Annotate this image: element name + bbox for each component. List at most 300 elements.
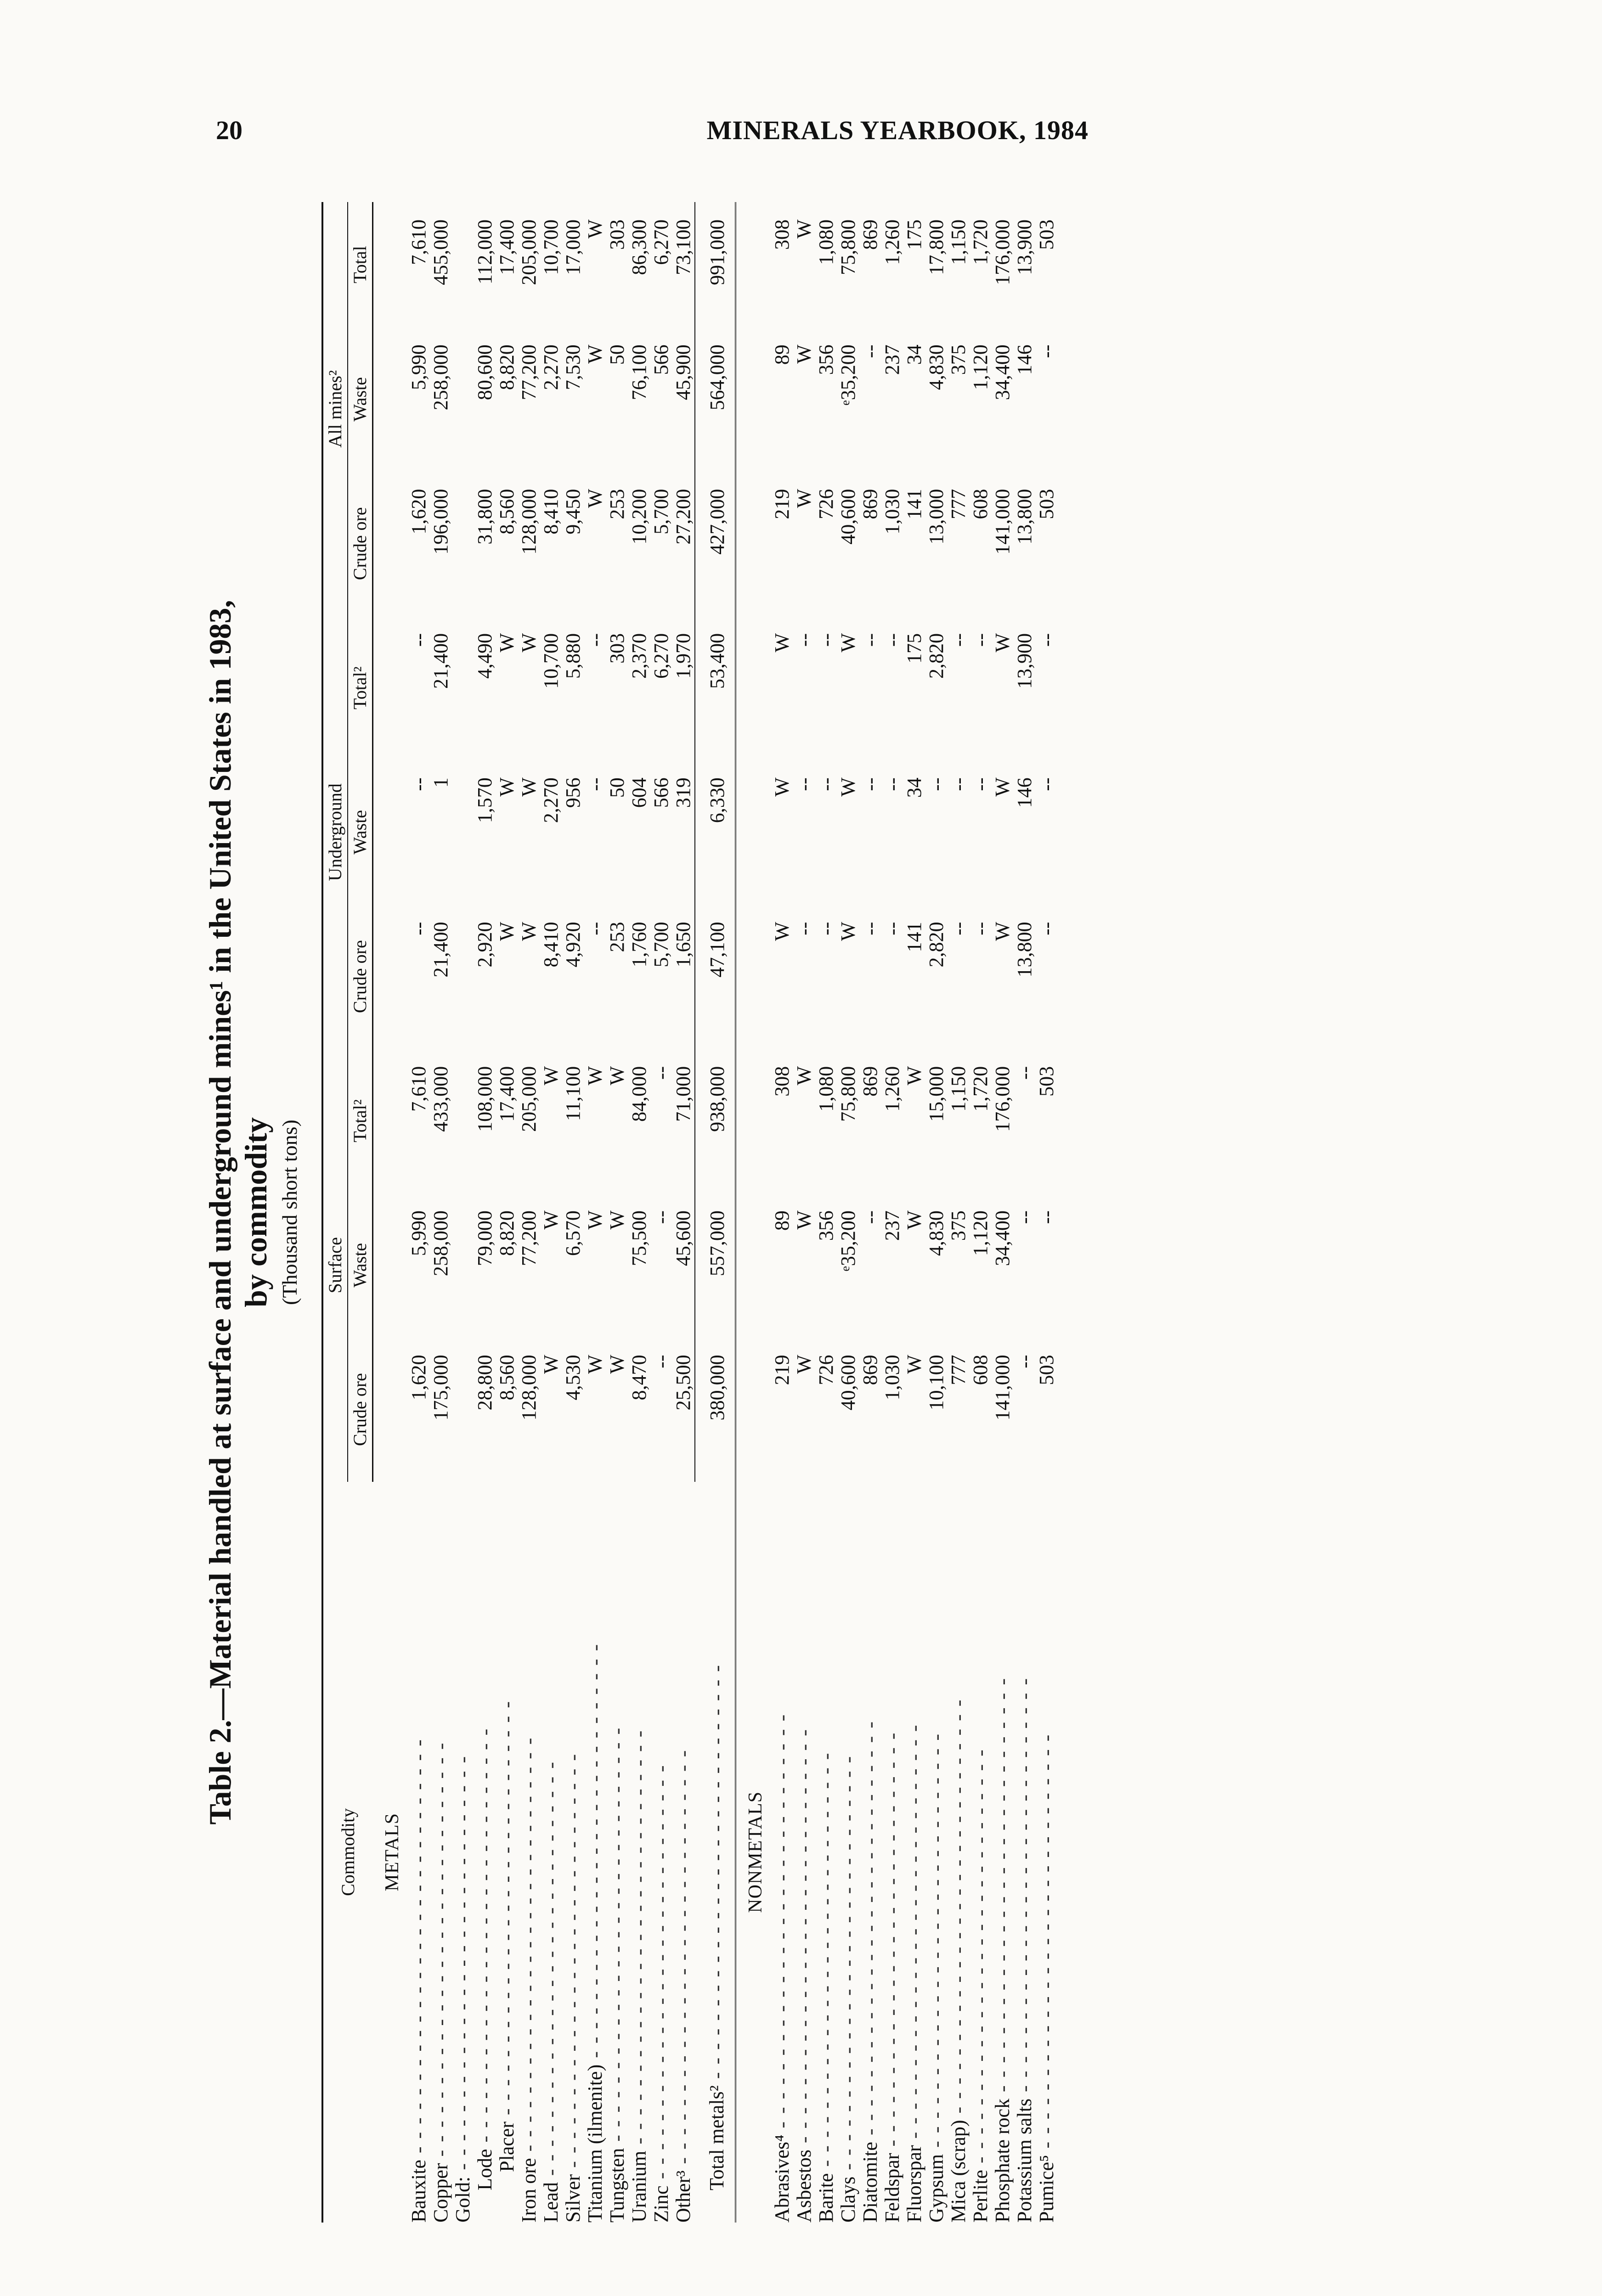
commodity-name: Pumice⁵ xyxy=(1035,2155,1058,2223)
value-cell: 237 xyxy=(880,344,903,375)
value-cell: 13,800 xyxy=(1013,489,1036,545)
value-cell: W xyxy=(770,922,793,941)
value-cell: 938,000 xyxy=(705,1066,728,1132)
commodity-name: Gold: xyxy=(451,2176,474,2223)
value-cell: -- xyxy=(814,633,837,647)
value-cell: 128,000 xyxy=(517,1355,540,1421)
value-cell: 21,400 xyxy=(429,922,452,978)
value-cell: 1,720 xyxy=(969,1066,992,1112)
commodity-name: Bauxite xyxy=(407,2160,430,2223)
leader-dots: - - - - - - - - - - - - - - - - - - - - - - - - - - - - - xyxy=(705,1664,728,2086)
value-cell: -- xyxy=(858,777,881,791)
leader-dots: - - - - - - - - - - - - - - - - - - - - - - - - - - - - - xyxy=(903,1723,925,2145)
value-cell: 303 xyxy=(605,219,628,250)
total-metals-row xyxy=(695,202,728,2223)
value-cell: W xyxy=(517,633,540,653)
leader-dots: - - - - - - - - - - - - - - - - - - - - - - - - - - - - - xyxy=(792,1728,815,2150)
value-cell: 4,530 xyxy=(561,1355,584,1401)
commodity-name: Abrasives⁴ xyxy=(770,2134,793,2223)
table-row xyxy=(584,202,606,2223)
total-rule xyxy=(728,202,736,2223)
value-cell: 50 xyxy=(605,344,628,365)
value-cell: 258,000 xyxy=(429,1210,452,1277)
value-cell: 34 xyxy=(903,777,925,798)
commodity-name: Clays xyxy=(836,2176,859,2223)
value-cell: -- xyxy=(858,633,881,647)
value-cell: W xyxy=(903,1210,925,1230)
leader-dots: - - - - - - - - - - - - - - - - - - - - - - - - - - - - - xyxy=(473,1727,496,2149)
value-cell: 27,200 xyxy=(672,472,695,616)
commodity-name: Diatomite xyxy=(858,2142,881,2223)
value-cell: W xyxy=(605,1210,628,1230)
value-cell: ᵉ35,200 xyxy=(836,344,859,405)
value-cell: 608 xyxy=(969,489,992,519)
value-cell: W xyxy=(605,1066,628,1086)
commodity-name: Titanium (ilmenite) xyxy=(583,2064,606,2223)
commodity-cell xyxy=(992,1482,1014,2223)
value-cell: 4,920 xyxy=(561,922,584,968)
value-cell: W xyxy=(495,777,518,797)
value-cell: 17,400 xyxy=(495,1066,518,1122)
value-cell: 566 xyxy=(649,777,672,808)
value-cell: 5,700 xyxy=(649,922,672,968)
value-cell: 45,600 xyxy=(672,1193,695,1337)
value-cell: 205,000 xyxy=(517,219,540,285)
value-cell: 112,000 xyxy=(473,219,496,285)
value-cell: 141,000 xyxy=(991,489,1014,555)
value-cell: 77,200 xyxy=(517,344,540,400)
table-row xyxy=(859,202,881,2223)
leader-dots: - - - - - - - - - - - - - - - - - - - - - - - - - - - - - xyxy=(814,1751,837,2173)
value-cell: 17,400 xyxy=(495,219,518,275)
value-cell: 10,200 xyxy=(627,489,650,545)
value-cell: 1,570 xyxy=(473,777,496,823)
value-cell: 1,120 xyxy=(969,1210,992,1256)
leader-dots: - - - - - - - - - - - - - - - - - - - - - - - - - - - - - xyxy=(649,1764,672,2186)
value-cell: W xyxy=(539,1066,562,1086)
value-cell: -- xyxy=(792,633,815,647)
value-cell: 34 xyxy=(903,344,925,365)
leader-dots: - - - - - - - - - - - - - - - - - - - - - - - - - - - - - xyxy=(517,1736,540,2158)
sub-header: Waste xyxy=(348,327,373,471)
value-cell: 433,000 xyxy=(429,1066,452,1132)
sub-header: Waste xyxy=(348,1193,373,1337)
value-cell: 75,800 xyxy=(836,1066,859,1122)
commodity-name: Zinc xyxy=(649,2185,672,2223)
metals-section-row xyxy=(373,202,408,2223)
value-cell: W xyxy=(770,777,793,797)
table-row xyxy=(881,202,903,2223)
value-cell: W xyxy=(583,489,606,508)
leader-dots: - - - - - - - - - - - - - - - - - - - - - - - - - - - - - xyxy=(495,1700,518,2122)
commodity-cell xyxy=(430,1482,452,2223)
table-row xyxy=(925,202,948,2223)
value-cell: -- xyxy=(858,922,881,935)
commodity-cell xyxy=(606,1482,628,2223)
commodity-cell xyxy=(562,1482,584,2223)
value-cell: -- xyxy=(1035,777,1058,791)
value-cell: 455,000 xyxy=(429,219,452,285)
table-row xyxy=(650,202,672,2223)
value-cell: 503 xyxy=(1035,219,1058,250)
value-cell: 28,800 xyxy=(473,1355,496,1411)
commodity-cell xyxy=(793,1482,815,2223)
value-cell: 777 xyxy=(947,1355,970,1385)
commodity-name: Barite xyxy=(814,2173,837,2223)
value-cell: -- xyxy=(1035,633,1058,647)
value-cell: 77,200 xyxy=(517,1210,540,1266)
material-handled-table xyxy=(322,202,1058,2223)
value-cell: -- xyxy=(583,633,606,647)
table-row xyxy=(562,202,584,2223)
leader-dots: - - - - - - - - - - - - - - - - - - - - - - - - - - - - - xyxy=(583,1643,606,2065)
value-cell: -- xyxy=(858,344,881,358)
value-cell: W xyxy=(792,344,815,364)
value-cell: -- xyxy=(969,633,992,647)
table-row xyxy=(496,202,518,2223)
value-cell: W xyxy=(991,777,1014,797)
value-cell: 10,700 xyxy=(539,633,562,689)
value-cell: 53,400 xyxy=(705,633,728,689)
table-row xyxy=(992,202,1014,2223)
value-cell: 356 xyxy=(814,1210,837,1241)
leader-dots: - - - - - - - - - - - - - - - - - - - - - - - - - - - - - xyxy=(605,1726,628,2148)
value-cell: 1,970 xyxy=(672,616,695,760)
commodity-cell xyxy=(1036,1482,1058,2223)
value-cell: 503 xyxy=(1035,489,1058,519)
value-cell: 175,000 xyxy=(429,1355,452,1421)
commodity-header: Commodity xyxy=(322,1482,373,2223)
commodity-cell xyxy=(695,1482,728,2223)
table-row xyxy=(771,202,793,2223)
running-header xyxy=(216,115,1089,156)
sub-header: Total² xyxy=(348,1049,373,1193)
value-cell: 108,000 xyxy=(473,1066,496,1132)
value-cell: 319 xyxy=(672,760,695,904)
value-cell: 1,650 xyxy=(672,905,695,1049)
value-cell: -- xyxy=(814,922,837,935)
value-cell: 991,000 xyxy=(705,219,728,285)
value-cell: 40,600 xyxy=(836,1355,859,1411)
commodity-cell xyxy=(771,1482,793,2223)
value-cell: W xyxy=(583,1210,606,1230)
commodity-cell xyxy=(518,1482,540,2223)
value-cell: 1,260 xyxy=(880,219,903,265)
commodity-name: Perlite xyxy=(969,2170,992,2223)
value-cell: 1,120 xyxy=(969,344,992,390)
value-cell: 86,300 xyxy=(627,219,650,275)
value-cell: 2,270 xyxy=(539,777,562,823)
value-cell: 869 xyxy=(858,1355,881,1385)
value-cell: 956 xyxy=(561,777,584,808)
table-row xyxy=(903,202,925,2223)
value-cell: -- xyxy=(649,1355,672,1368)
value-cell: -- xyxy=(407,633,430,647)
value-cell: 141,000 xyxy=(991,1355,1014,1421)
value-cell: 11,100 xyxy=(561,1066,584,1121)
value-cell: 7,610 xyxy=(407,1066,430,1112)
value-cell: 89 xyxy=(770,1210,793,1231)
leader-dots: - - - - - - - - - - - - - - - - - - - - - - - - - - - - - xyxy=(925,1732,948,2154)
value-cell: 8,820 xyxy=(495,344,518,390)
table-unit-note: (Thousand short tons) xyxy=(278,1120,301,1305)
value-cell: 557,000 xyxy=(705,1210,728,1277)
value-cell: 17,800 xyxy=(925,219,948,275)
value-cell xyxy=(452,616,474,760)
value-cell: 79,000 xyxy=(473,1210,496,1266)
value-cell: -- xyxy=(880,777,903,791)
value-cell: 566 xyxy=(649,344,672,375)
table-row xyxy=(948,202,970,2223)
value-cell: W xyxy=(792,1066,815,1086)
table-caption xyxy=(202,202,306,2223)
leader-dots: - - - - - - - - - - - - - - - - - - - - - - - - - - - - - xyxy=(991,1677,1014,2099)
value-cell: 15,000 xyxy=(925,1066,948,1122)
value-cell: 1,620 xyxy=(407,489,430,535)
commodity-name: Lode xyxy=(473,2149,496,2190)
sub-header: Total² xyxy=(348,616,373,760)
value-cell: 869 xyxy=(858,489,881,519)
value-cell: -- xyxy=(1035,1210,1058,1224)
value-cell: W xyxy=(991,633,1014,653)
value-cell: 1,150 xyxy=(947,219,970,265)
value-cell: W xyxy=(495,922,518,941)
table-title-line2: by commodity xyxy=(238,1117,273,1307)
value-cell: 5,990 xyxy=(407,344,430,390)
value-cell: 503 xyxy=(1035,1355,1058,1385)
value-cell: 8,470 xyxy=(627,1355,650,1401)
value-cell: W xyxy=(539,1355,562,1374)
value-cell: 427,000 xyxy=(705,489,728,555)
commodity-cell xyxy=(650,1482,672,2223)
value-cell: 76,100 xyxy=(627,344,650,400)
value-cell: 375 xyxy=(947,344,970,375)
value-cell: 2,820 xyxy=(925,633,948,679)
value-cell: 608 xyxy=(969,1355,992,1385)
value-cell: W xyxy=(991,922,1014,941)
value-cell: 1,150 xyxy=(947,1066,970,1112)
leader-dots: - - - - - - - - - - - - - - - - - - - - - - - - - - - - - xyxy=(429,1741,452,2163)
value-cell: 6,570 xyxy=(561,1210,584,1256)
value-cell: 1,720 xyxy=(969,219,992,265)
table-row xyxy=(540,202,562,2223)
value-cell: 34,400 xyxy=(991,1210,1014,1266)
commodity-name: Lead xyxy=(539,2182,562,2223)
value-cell: W xyxy=(792,1210,815,1230)
value-cell: 75,800 xyxy=(836,219,859,275)
value-cell: W xyxy=(583,1066,606,1086)
table-row xyxy=(1014,202,1036,2223)
sub-header: Waste xyxy=(348,760,373,904)
section-heading: METALS xyxy=(381,1813,403,1891)
value-cell: 47,100 xyxy=(705,922,728,978)
commodity-name: Tungsten xyxy=(605,2148,628,2223)
value-cell: -- xyxy=(649,1210,672,1224)
value-cell xyxy=(452,905,474,1049)
table-row xyxy=(430,202,452,2223)
commodity-cell xyxy=(881,1482,903,2223)
page-number: 20 xyxy=(216,115,243,145)
value-cell: W xyxy=(583,1355,606,1374)
leader-dots: - - - - - - - - - - - - - - - - - - - - - - - - - - - - - xyxy=(451,1755,474,2177)
value-cell: 2,920 xyxy=(473,922,496,968)
table-row xyxy=(793,202,815,2223)
value-cell: 604 xyxy=(627,777,650,808)
leader-dots: - - - - - - - - - - - - - - - - - - - - - - - - - - - - - xyxy=(1035,1733,1058,2155)
value-cell: 356 xyxy=(814,344,837,375)
value-cell: 71,000 xyxy=(672,1049,695,1193)
value-cell: -- xyxy=(969,922,992,935)
sub-header: Crude ore xyxy=(348,472,373,616)
value-cell: -- xyxy=(880,922,903,935)
value-cell: 175 xyxy=(903,219,925,250)
value-cell: -- xyxy=(1013,1210,1036,1224)
leader-dots: - - - - - - - - - - - - - - - - - - - - - - - - - - - - - xyxy=(627,1729,650,2151)
value-cell: 1,080 xyxy=(814,219,837,265)
value-cell: 1,260 xyxy=(880,1066,903,1112)
leader-dots: - - - - - - - - - - - - - - - - - - - - - - - - - - - - - xyxy=(561,1752,584,2174)
leader-dots: - - - - - - - - - - - - - - - - - - - - - - - - - - - - - xyxy=(969,1748,992,2170)
value-cell: W xyxy=(770,633,793,653)
value-cell: 9,450 xyxy=(561,489,584,535)
value-cell: 13,000 xyxy=(925,489,948,545)
value-cell: 6,270 xyxy=(649,633,672,679)
value-cell: 10,100 xyxy=(925,1355,948,1411)
commodity-cell xyxy=(474,1482,496,2223)
value-cell: 869 xyxy=(858,219,881,250)
value-cell: 2,370 xyxy=(627,633,650,679)
value-cell: 1,030 xyxy=(880,489,903,535)
section-heading: NONMETALS xyxy=(745,1791,766,1913)
value-cell: -- xyxy=(792,777,815,791)
value-cell: 128,000 xyxy=(517,489,540,555)
value-cell: -- xyxy=(583,777,606,791)
commodity-name: Phosphate rock xyxy=(991,2098,1014,2223)
value-cell: -- xyxy=(858,1210,881,1224)
value-cell: 6,270 xyxy=(649,219,672,265)
value-cell: -- xyxy=(880,633,903,647)
commodity-cell xyxy=(948,1482,970,2223)
value-cell: 21,400 xyxy=(429,633,452,689)
value-cell: 869 xyxy=(858,1066,881,1097)
table-row xyxy=(628,202,650,2223)
value-cell: -- xyxy=(1013,1066,1036,1080)
commodity-cell xyxy=(970,1482,992,2223)
value-cell: 8,560 xyxy=(495,1355,518,1401)
commodity-cell xyxy=(815,1482,837,2223)
value-cell xyxy=(452,327,474,471)
commodity-name: Mica (scrap) xyxy=(947,2120,970,2223)
value-cell: -- xyxy=(814,777,837,791)
group-header-underground: Underground xyxy=(322,616,348,1049)
value-cell xyxy=(452,1193,474,1337)
value-cell: -- xyxy=(969,777,992,791)
value-cell: -- xyxy=(947,633,970,647)
value-cell: 237 xyxy=(880,1210,903,1241)
value-cell: 219 xyxy=(770,1355,793,1385)
commodity-cell xyxy=(496,1482,518,2223)
value-cell xyxy=(452,1049,474,1193)
value-cell: 10,700 xyxy=(539,219,562,275)
value-cell: -- xyxy=(407,777,430,791)
value-cell: 6,330 xyxy=(705,777,728,823)
table-title-line1: Table 2.—Material handled at surface and underground mines¹ in the United States in 1983, xyxy=(203,600,237,1825)
value-cell: 303 xyxy=(605,633,628,664)
value-cell: 40,600 xyxy=(836,489,859,545)
value-cell: 73,100 xyxy=(672,202,695,327)
rotated-table-block xyxy=(202,202,1258,2223)
value-cell: W xyxy=(517,777,540,797)
value-cell: W xyxy=(903,1066,925,1086)
value-cell: 5,990 xyxy=(407,1210,430,1256)
leader-dots: - - - - - - - - - - - - - - - - - - - - - - - - - - - - - xyxy=(539,1761,562,2183)
value-cell: 13,900 xyxy=(1013,219,1036,275)
value-cell: 375 xyxy=(947,1210,970,1241)
leader-dots: - - - - - - - - - - - - - - - - - - - - - - - - - - - - - xyxy=(858,1720,881,2142)
leader-dots: - - - - - - - - - - - - - - - - - - - - - - - - - - - - - xyxy=(1013,1677,1036,2099)
value-cell: 13,900 xyxy=(1013,633,1036,689)
value-cell: 75,500 xyxy=(627,1210,650,1266)
running-title: MINERALS YEARBOOK, 1984 xyxy=(706,115,1089,145)
value-cell: 50 xyxy=(605,777,628,798)
value-cell: 141 xyxy=(903,489,925,519)
table-row xyxy=(837,202,859,2223)
value-cell: 564,000 xyxy=(705,344,728,411)
commodity-name: Uranium xyxy=(627,2150,650,2223)
value-cell: 84,000 xyxy=(627,1066,650,1122)
leader-dots: - - - - - - - - - - - - - - - - - - - - - - - - - - - - - xyxy=(770,1713,793,2135)
table-row xyxy=(970,202,992,2223)
value-cell: 13,800 xyxy=(1013,922,1036,978)
value-cell: 1,030 xyxy=(880,1355,903,1401)
table-row xyxy=(408,202,430,2223)
value-cell: W xyxy=(836,777,859,797)
commodity-name: Total metals² xyxy=(705,2085,728,2190)
commodity-cell xyxy=(837,1482,859,2223)
value-cell: 308 xyxy=(770,219,793,250)
commodity-name: Gypsum xyxy=(925,2154,948,2223)
value-cell: 25,500 xyxy=(672,1337,695,1481)
value-cell: 34,400 xyxy=(991,344,1014,400)
commodity-name: Fluorspar xyxy=(903,2145,925,2223)
value-cell: 4,830 xyxy=(925,1210,948,1256)
value-cell: W xyxy=(792,1355,815,1374)
value-cell: 196,000 xyxy=(429,489,452,555)
value-cell: -- xyxy=(925,777,948,791)
value-cell: 141 xyxy=(903,922,925,952)
table-row xyxy=(606,202,628,2223)
value-cell: W xyxy=(836,633,859,653)
value-cell: W xyxy=(792,219,815,239)
value-cell: 258,000 xyxy=(429,344,452,411)
value-cell: 146 xyxy=(1013,777,1036,808)
commodity-name: Feldspar xyxy=(880,2153,903,2223)
table-row xyxy=(672,202,695,2223)
value-cell: 176,000 xyxy=(991,1066,1014,1132)
commodity-name: Iron ore xyxy=(517,2158,540,2223)
value-cell: ᵉ35,200 xyxy=(836,1210,859,1272)
commodity-cell xyxy=(408,1482,430,2223)
commodity-name: Silver xyxy=(561,2174,584,2223)
value-cell: 8,820 xyxy=(495,1210,518,1256)
value-cell: 45,900 xyxy=(672,327,695,471)
value-cell: 1,620 xyxy=(407,1355,430,1401)
value-cell: 1 xyxy=(429,777,452,788)
value-cell: 8,410 xyxy=(539,489,562,535)
sub-header: Crude ore xyxy=(348,1337,373,1481)
value-cell: 4,830 xyxy=(925,344,948,390)
value-cell: -- xyxy=(583,922,606,935)
